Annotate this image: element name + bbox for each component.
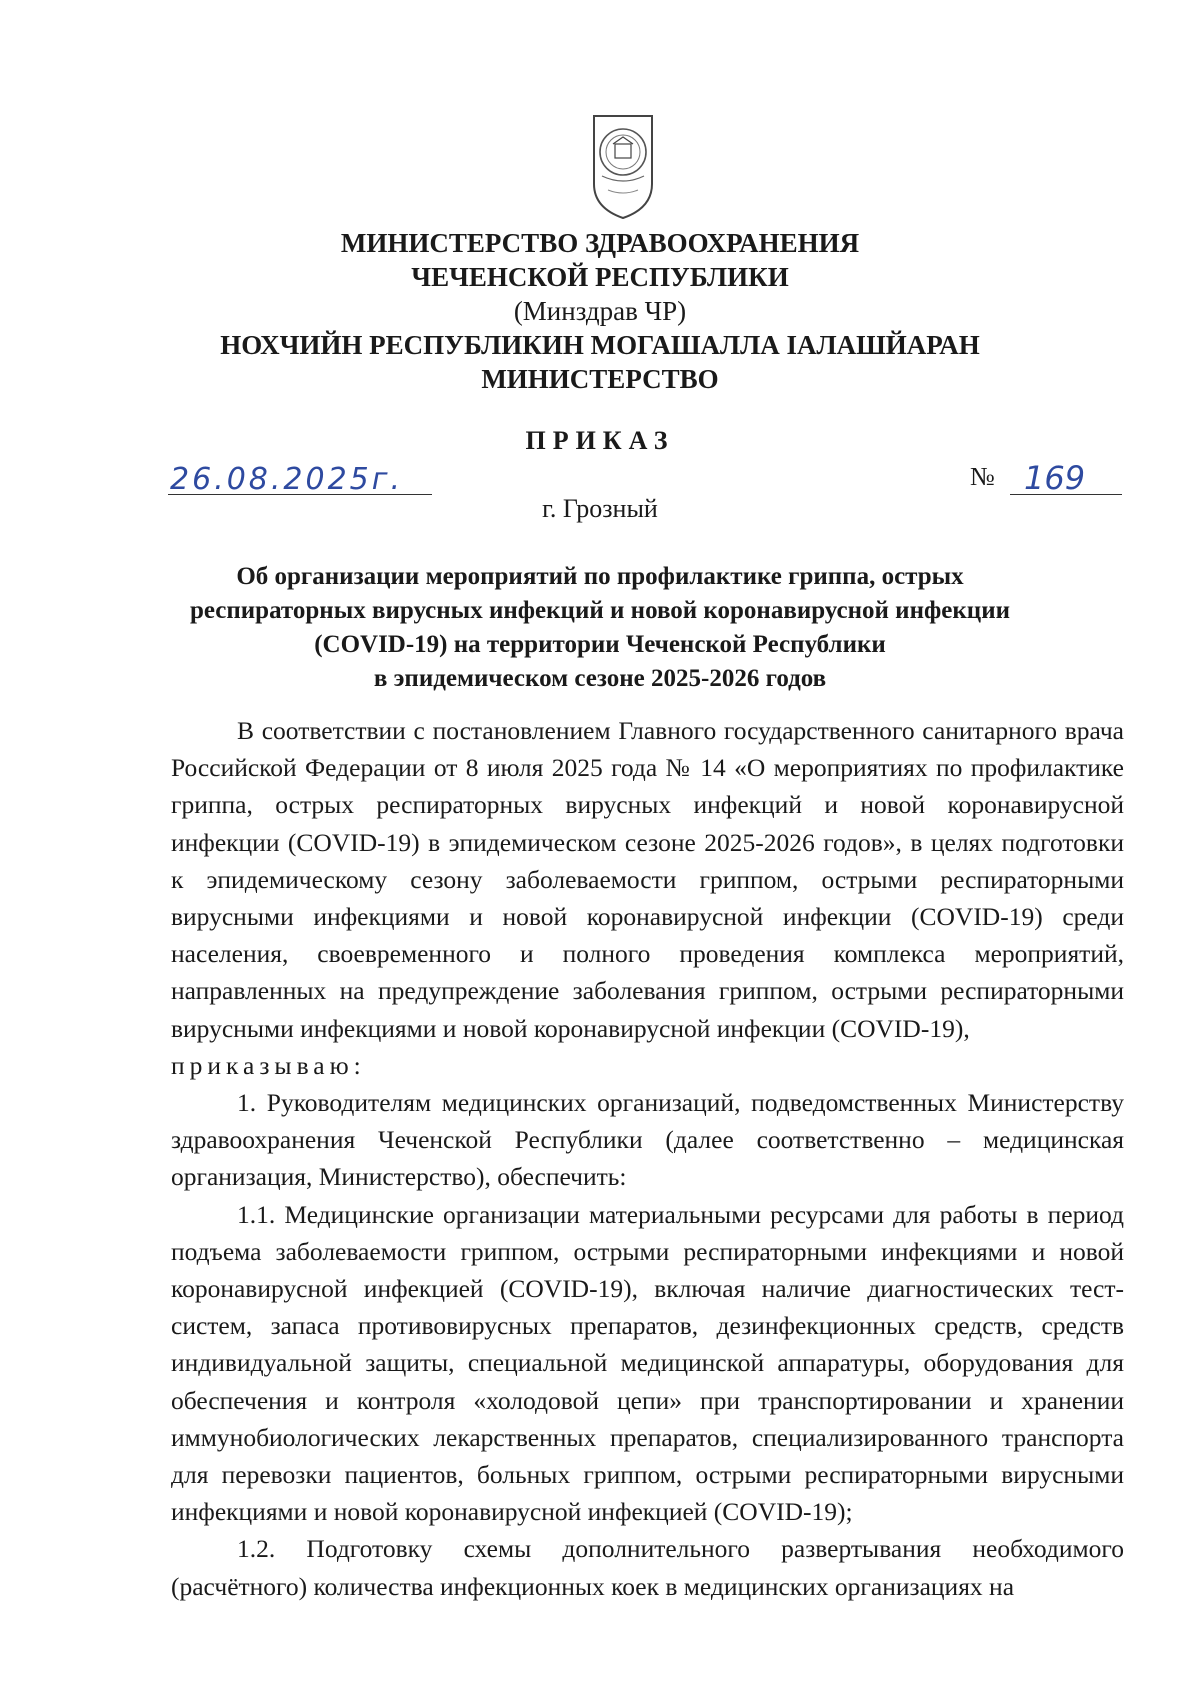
ministry-header [150, 226, 1050, 396]
order-title: ПРИКАЗ [525, 426, 675, 455]
order-word-paragraph [171, 1047, 1124, 1084]
order-word: приказываю: [171, 1050, 366, 1080]
subject-line: Об организации мероприятий по профилактике гриппа, острых [236, 563, 964, 590]
item-1-1-paragraph: 1.1. Медицинские организации материальными ресурсами для работы в период подъема заболеваемости гриппом, острыми респираторными инфекциями и новой коронавирусной инфекцией (COVID-19), включая наличие диагностических тест-систем, запаса противовирусных препаратов, дезинфекционных средств, средств индивидуальной защиты, специальной медицинской аппаратуры, оборудования для обеспечения и контроля «холодовой цепи» при транспортировании и хранении иммунобиологических лекарственных препаратов, специализированного транспорта для перевозки пациентов, больных гриппом, острыми респираторными вирусными инфекциями и новой коронавирусной инфекцией (COVID-19); [171, 1199, 1124, 1527]
order-city: г. Грозный [542, 494, 658, 523]
subject-line: респираторных вирусных инфекций и новой коронавирусной инфекции [189, 597, 1011, 624]
preamble-paragraph: В соответствии с постановлением Главного государственного санитарного врача Российской Федерации от 8 июля 2025 года № 14 «О мероприятиях по профилактике гриппа, острых респираторных вирусных инфекций и новой коронавирусной инфекции (COVID-19) в эпидемическом сезоне 2025-2026 годов», в целях подготовки к эпидемическому сезону заболеваемости гриппом, острыми респираторными вирусными инфекциями и новой коронавирусной инфекции (COVID-19) среди населения, своевременного и полного проведения комплекса мероприятий, направленных на предупреждение заболевания гриппом, острыми респираторными вирусными инфекциями и новой коронавирусной инфекции (COVID-19), [171, 716, 1124, 1043]
item-1-paragraph: 1. Руководителям медицинских организаций, подведомственных Министерству здравоохранения Чеченской Республики (далее соответственно – медицинская организация, Министерство), обеспечить: [171, 1088, 1124, 1192]
ministry-name-ce-line2: МИНИСТЕРСТВО [481, 364, 719, 394]
item-1-2-paragraph: 1.2. Подготовку схемы дополнительного развертывания необходимого (расчётного) количества инфекционных коек в медицинских организациях на [171, 1534, 1124, 1601]
emblem-icon [588, 112, 658, 222]
ministry-short-name: (Минздрав ЧР) [513, 296, 687, 326]
subject-line: (COVID-19) на территории Чеченской Республики [314, 631, 886, 658]
order-number-label: № [970, 462, 995, 491]
order-subject [150, 560, 1050, 696]
order-number-handwritten: 169 [1024, 459, 1086, 497]
ministry-name-ru-line1: МИНИСТЕРСТВО ЗДРАВООХРАНЕНИЯ [340, 228, 860, 258]
subject-line: в эпидемическом сезоне 2025-2026 годов [373, 665, 827, 692]
order-date-field [168, 458, 432, 495]
coat-of-arms-emblem [588, 112, 658, 222]
ministry-name-ru-line2: ЧЕЧЕНСКОЙ РЕСПУБЛИКИ [411, 262, 789, 292]
order-body [171, 712, 1124, 1605]
order-date-handwritten: 26.08.2025г. [170, 462, 404, 497]
order-number-field [1010, 458, 1122, 495]
ministry-name-ce-line1: НОХЧИЙН РЕСПУБЛИКИН МОГАШАЛЛА IАЛАШЙАРАН [220, 330, 980, 360]
